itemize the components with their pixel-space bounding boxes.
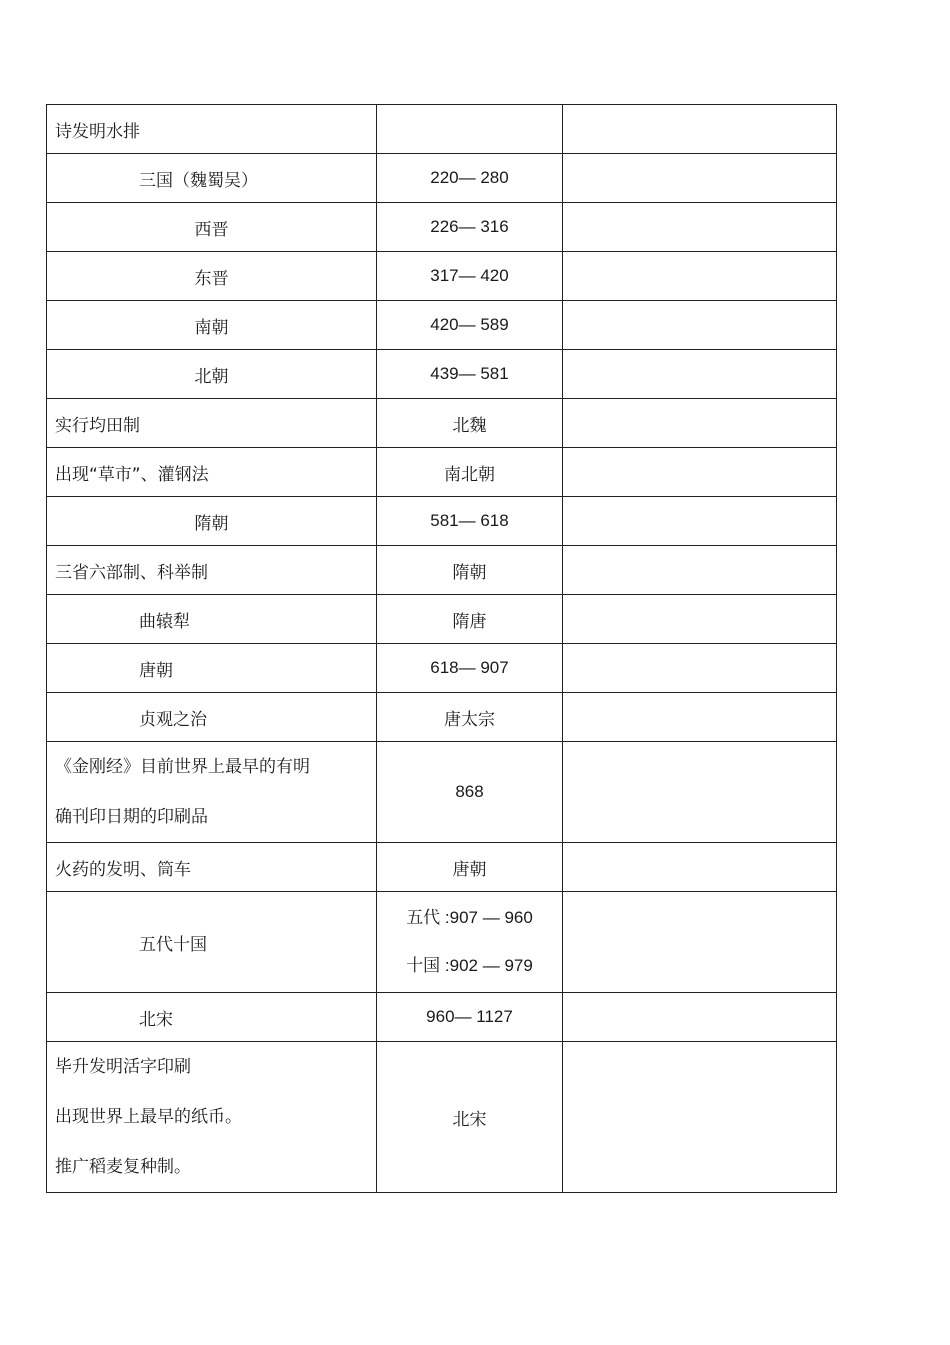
period-cell: 南北朝 [377,448,563,497]
note-cell [563,497,837,546]
table-row [47,595,837,644]
table-row [47,644,837,693]
period-cell: 隋唐 [377,595,563,644]
period-cell: 439— 581 [377,350,563,399]
period-cell: 唐朝 [377,843,563,892]
note-cell [563,742,837,843]
note-cell [563,105,837,154]
table-row [47,399,837,448]
note-cell [563,350,837,399]
note-cell [563,693,837,742]
note-cell [563,301,837,350]
event-cell: 东晋 [47,252,377,301]
table-row [47,448,837,497]
table-row [47,993,837,1042]
event-cell: 贞观之治 [47,693,377,742]
table-row [47,742,837,843]
event-cell: 北朝 [47,350,377,399]
period-cell: 唐太宗 [377,693,563,742]
table-row [47,546,837,595]
event-cell: 实行均田制 [47,399,377,448]
note-cell [563,843,837,892]
period-cell: 隋朝 [377,546,563,595]
table-row [47,252,837,301]
note-cell [563,892,837,993]
table-row [47,350,837,399]
event-cell: 三省六部制、科举制 [47,546,377,595]
event-cell: 出现“草市”、灌钢法 [47,448,377,497]
event-cell: 唐朝 [47,644,377,693]
table-row [47,497,837,546]
table-row [47,693,837,742]
period-cell: 618— 907 [377,644,563,693]
note-cell [563,644,837,693]
period-cell: 420— 589 [377,301,563,350]
note-cell [563,399,837,448]
note-cell [563,448,837,497]
history-table [46,104,837,1193]
table-row [47,892,837,993]
event-cell: 南朝 [47,301,377,350]
period-cell: 220— 280 [377,154,563,203]
event-cell: 诗发明水排 [47,105,377,154]
table-row [47,154,837,203]
event-cell: 《金刚经》目前世界上最早的有明 确刊印日期的印刷品 [47,742,377,843]
period-cell: 581— 618 [377,497,563,546]
event-cell: 三国（魏蜀吴） [47,154,377,203]
event-cell: 火药的发明、筒车 [47,843,377,892]
table-row [47,301,837,350]
period-cell: 北魏 [377,399,563,448]
note-cell [563,546,837,595]
period-cell [377,105,563,154]
note-cell [563,252,837,301]
note-cell [563,203,837,252]
table-row [47,843,837,892]
period-cell: 北宋 [377,1042,563,1193]
table-row [47,105,837,154]
note-cell [563,993,837,1042]
event-cell: 北宋 [47,993,377,1042]
period-cell: 226— 316 [377,203,563,252]
event-cell: 西晋 [47,203,377,252]
note-cell [563,595,837,644]
event-cell: 五代十国 [47,892,377,993]
table-row [47,203,837,252]
table-row [47,1042,837,1193]
period-cell: 960— 1127 [377,993,563,1042]
period-cell: 868 [377,742,563,843]
event-cell: 隋朝 [47,497,377,546]
note-cell [563,154,837,203]
period-cell: 317— 420 [377,252,563,301]
period-cell: 五代 :907 — 960 十国 :902 — 979 [377,892,563,993]
event-cell: 毕升发明活字印刷 出现世界上最早的纸币。 推广稻麦复种制。 [47,1042,377,1193]
event-cell: 曲辕犁 [47,595,377,644]
note-cell [563,1042,837,1193]
